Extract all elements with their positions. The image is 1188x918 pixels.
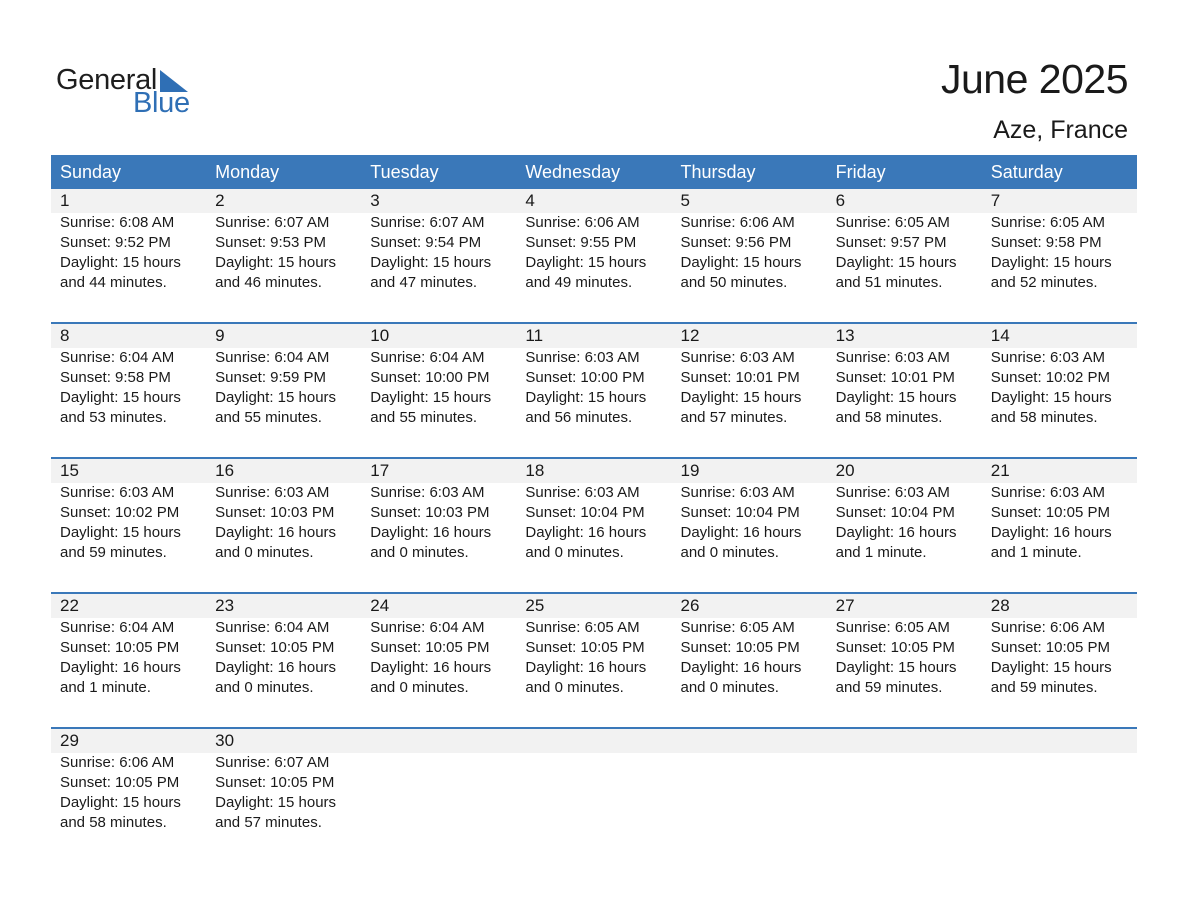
- sunset-text: Sunset: 9:58 PM: [990, 234, 1102, 251]
- daylight-minutes-text: and 0 minutes.: [370, 679, 469, 696]
- day-cell: [672, 594, 827, 698]
- week-cells: [51, 459, 1137, 563]
- sunrise-text: Sunrise: 6:04 AM: [370, 619, 485, 636]
- daylight-minutes-text: and 0 minutes.: [525, 544, 624, 561]
- sunrise-text: Sunrise: 6:03 AM: [525, 349, 640, 366]
- daylight-minutes-text: and 58 minutes.: [835, 409, 943, 426]
- logo: [56, 62, 206, 122]
- week-row: [51, 322, 1137, 457]
- week-cells: [51, 729, 1137, 833]
- day-cell: [827, 324, 982, 428]
- day-cell: [51, 324, 206, 428]
- day-number: 14: [990, 326, 1010, 345]
- weekday-header: Friday: [835, 162, 886, 182]
- sunrise-text: Sunrise: 6:03 AM: [525, 484, 640, 501]
- daylight-text: Daylight: 15 hours: [525, 254, 647, 271]
- daylight-text: Daylight: 15 hours: [215, 254, 337, 271]
- daylight-text: Daylight: 15 hours: [215, 389, 337, 406]
- logo-word-blue: Blue: [133, 87, 190, 119]
- day-number: 22: [60, 596, 79, 615]
- daylight-text: Daylight: 15 hours: [835, 389, 957, 406]
- sunrise-text: Sunrise: 6:03 AM: [680, 349, 795, 366]
- week-cells: [51, 324, 1137, 428]
- logo-word-general: General: [56, 64, 158, 96]
- daylight-text: Daylight: 15 hours: [370, 254, 492, 271]
- sunrise-text: Sunrise: 6:04 AM: [370, 349, 485, 366]
- daylight-minutes-text: and 59 minutes.: [990, 679, 1098, 696]
- daylight-minutes-text: and 53 minutes.: [60, 409, 167, 426]
- day-cell: [982, 459, 1137, 563]
- day-number: 5: [680, 191, 690, 210]
- daylight-text: Daylight: 15 hours: [990, 659, 1112, 676]
- daylight-text: Daylight: 16 hours: [370, 659, 492, 676]
- sunrise-text: Sunrise: 6:04 AM: [215, 349, 330, 366]
- sunrise-text: Sunrise: 6:07 AM: [215, 754, 330, 771]
- week-row: [51, 189, 1137, 322]
- daylight-minutes-text: and 55 minutes.: [215, 409, 322, 426]
- day-cell: [206, 459, 361, 563]
- sunrise-text: Sunrise: 6:05 AM: [835, 619, 950, 636]
- sunset-text: Sunset: 9:57 PM: [835, 234, 947, 251]
- week-cells: [51, 594, 1137, 698]
- day-cell: [516, 594, 671, 698]
- day-number: 23: [215, 596, 235, 615]
- sunset-text: Sunset: 10:05 PM: [525, 639, 645, 656]
- week-cells: [51, 189, 1137, 293]
- daylight-minutes-text: and 58 minutes.: [60, 814, 167, 831]
- sunset-text: Sunset: 10:00 PM: [370, 369, 490, 386]
- daylight-minutes-text: and 1 minute.: [60, 679, 151, 696]
- empty-day-cell: [982, 729, 1137, 833]
- day-number: 4: [525, 191, 535, 210]
- sunset-text: Sunset: 10:05 PM: [835, 639, 955, 656]
- sunset-text: Sunset: 10:05 PM: [370, 639, 490, 656]
- day-number: 9: [215, 326, 225, 345]
- day-number: 10: [370, 326, 390, 345]
- day-number: 7: [990, 191, 1001, 210]
- daylight-minutes-text: and 57 minutes.: [215, 814, 322, 831]
- sunrise-text: Sunrise: 6:04 AM: [215, 619, 330, 636]
- day-cell: [51, 729, 206, 833]
- daylight-minutes-text: and 0 minutes.: [680, 544, 779, 561]
- daylight-text: Daylight: 15 hours: [990, 254, 1112, 271]
- sunrise-text: Sunrise: 6:03 AM: [680, 484, 795, 501]
- day-cell: [516, 324, 671, 428]
- sunrise-text: Sunrise: 6:05 AM: [680, 619, 795, 636]
- day-cell: [516, 189, 671, 293]
- daylight-text: Daylight: 16 hours: [525, 524, 647, 541]
- day-number: 20: [835, 461, 855, 480]
- sunset-text: Sunset: 10:05 PM: [215, 774, 335, 791]
- daylight-text: Daylight: 16 hours: [60, 659, 181, 676]
- daylight-text: Daylight: 15 hours: [370, 389, 492, 406]
- sunrise-text: Sunrise: 6:03 AM: [835, 484, 950, 501]
- weeks-container: [51, 189, 1137, 862]
- page-title: June 2025: [940, 56, 1128, 102]
- sunset-text: Sunset: 10:05 PM: [215, 639, 335, 656]
- sunset-text: Sunset: 10:05 PM: [990, 639, 1110, 656]
- day-number: 13: [835, 326, 855, 345]
- daylight-text: Daylight: 16 hours: [215, 659, 337, 676]
- day-cell: [51, 189, 206, 293]
- day-cell: [206, 729, 361, 833]
- day-number: 15: [60, 461, 79, 480]
- day-cell: [51, 459, 206, 563]
- sunrise-text: Sunrise: 6:06 AM: [60, 754, 175, 771]
- daylight-text: Daylight: 16 hours: [990, 524, 1112, 541]
- sunset-text: Sunset: 10:01 PM: [680, 369, 800, 386]
- calendar-grid: [51, 155, 1137, 862]
- day-number: 3: [370, 191, 380, 210]
- location-subtitle: Aze, France: [993, 116, 1128, 144]
- daylight-minutes-text: and 58 minutes.: [990, 409, 1098, 426]
- day-number: 12: [680, 326, 700, 345]
- empty-day-cell: [516, 729, 671, 833]
- daylight-text: Daylight: 16 hours: [370, 524, 492, 541]
- sunset-text: Sunset: 10:04 PM: [680, 504, 800, 521]
- day-number: 16: [215, 461, 235, 480]
- sunset-text: Sunset: 10:04 PM: [835, 504, 955, 521]
- day-cell: [206, 189, 361, 293]
- daylight-text: Daylight: 16 hours: [525, 659, 647, 676]
- sunset-text: Sunset: 10:03 PM: [215, 504, 335, 521]
- daylight-minutes-text: and 57 minutes.: [680, 409, 788, 426]
- sunrise-text: Sunrise: 6:07 AM: [215, 214, 330, 231]
- weekday-header-row: [51, 155, 1137, 189]
- daylight-minutes-text: and 50 minutes.: [680, 274, 788, 291]
- day-cell: [672, 189, 827, 293]
- daylight-minutes-text: and 52 minutes.: [990, 274, 1098, 291]
- day-cell: [982, 324, 1137, 428]
- day-number: 11: [525, 326, 544, 345]
- day-number: 28: [990, 596, 1010, 615]
- daylight-text: Daylight: 15 hours: [680, 254, 802, 271]
- day-number: 2: [215, 191, 225, 210]
- sunset-text: Sunset: 10:05 PM: [680, 639, 800, 656]
- day-cell: [51, 594, 206, 698]
- sunrise-text: Sunrise: 6:03 AM: [215, 484, 330, 501]
- sunset-text: Sunset: 10:05 PM: [60, 774, 180, 791]
- day-number: 26: [680, 596, 700, 615]
- weekday-header: Sunday: [60, 162, 122, 182]
- sunset-text: Sunset: 9:52 PM: [60, 234, 171, 251]
- day-cell: [982, 189, 1137, 293]
- day-cell: [516, 459, 671, 563]
- sunset-text: Sunset: 10:03 PM: [370, 504, 490, 521]
- day-cell: [982, 594, 1137, 698]
- daylight-text: Daylight: 15 hours: [60, 254, 181, 271]
- daylight-text: Daylight: 15 hours: [525, 389, 647, 406]
- daylight-minutes-text: and 44 minutes.: [60, 274, 167, 291]
- daylight-minutes-text: and 0 minutes.: [680, 679, 779, 696]
- day-cell: [361, 324, 516, 428]
- daylight-text: Daylight: 15 hours: [60, 524, 181, 541]
- sunrise-text: Sunrise: 6:03 AM: [990, 484, 1105, 501]
- day-number: 27: [835, 596, 855, 615]
- sunset-text: Sunset: 9:56 PM: [680, 234, 792, 251]
- week-row: [51, 457, 1137, 592]
- day-cell: [206, 594, 361, 698]
- day-cell: [827, 594, 982, 698]
- weekday-header: Thursday: [680, 162, 756, 182]
- daylight-text: Daylight: 16 hours: [680, 659, 802, 676]
- empty-day-cell: [672, 729, 827, 833]
- daylight-minutes-text: and 46 minutes.: [215, 274, 322, 291]
- sunrise-text: Sunrise: 6:06 AM: [525, 214, 640, 231]
- day-cell: [206, 324, 361, 428]
- sunrise-text: Sunrise: 6:08 AM: [60, 214, 175, 231]
- sunset-text: Sunset: 9:58 PM: [60, 369, 171, 386]
- day-number: 25: [525, 596, 545, 615]
- day-cell: [361, 594, 516, 698]
- daylight-minutes-text: and 49 minutes.: [525, 274, 633, 291]
- day-number: 18: [525, 461, 545, 480]
- sunrise-text: Sunrise: 6:05 AM: [990, 214, 1105, 231]
- daylight-text: Daylight: 15 hours: [835, 659, 957, 676]
- weekday-header: Wednesday: [525, 162, 621, 182]
- sunrise-text: Sunrise: 6:05 AM: [835, 214, 950, 231]
- sunset-text: Sunset: 9:55 PM: [525, 234, 637, 251]
- daylight-minutes-text: and 55 minutes.: [370, 409, 477, 426]
- day-number: 17: [370, 461, 390, 480]
- day-number: 19: [680, 461, 700, 480]
- daylight-minutes-text: and 47 minutes.: [370, 274, 477, 291]
- daylight-minutes-text: and 59 minutes.: [60, 544, 167, 561]
- sunset-text: Sunset: 10:02 PM: [990, 369, 1110, 386]
- sunrise-text: Sunrise: 6:06 AM: [680, 214, 795, 231]
- sunset-text: Sunset: 10:05 PM: [990, 504, 1110, 521]
- weekday-header: Tuesday: [370, 162, 439, 182]
- day-cell: [827, 459, 982, 563]
- daylight-text: Daylight: 15 hours: [60, 389, 181, 406]
- daylight-text: Daylight: 15 hours: [990, 389, 1112, 406]
- week-row: [51, 727, 1137, 862]
- weekday-header: Saturday: [990, 162, 1063, 182]
- day-number: 6: [835, 191, 846, 210]
- daylight-text: Daylight: 15 hours: [60, 794, 181, 811]
- daylight-minutes-text: and 0 minutes.: [370, 544, 469, 561]
- sunset-text: Sunset: 10:01 PM: [835, 369, 955, 386]
- sunset-text: Sunset: 9:59 PM: [215, 369, 327, 386]
- daylight-minutes-text: and 56 minutes.: [525, 409, 633, 426]
- sunrise-text: Sunrise: 6:03 AM: [990, 349, 1105, 366]
- sunset-text: Sunset: 10:02 PM: [60, 504, 180, 521]
- day-number: 30: [215, 731, 235, 750]
- day-number: 1: [60, 191, 70, 210]
- day-number: 8: [60, 326, 70, 345]
- day-number: 24: [370, 596, 390, 615]
- sunrise-text: Sunrise: 6:03 AM: [835, 349, 950, 366]
- sunrise-text: Sunrise: 6:07 AM: [370, 214, 485, 231]
- day-number: 21: [990, 461, 1010, 480]
- day-cell: [672, 324, 827, 428]
- week-row: [51, 592, 1137, 727]
- daylight-text: Daylight: 16 hours: [835, 524, 957, 541]
- daylight-minutes-text: and 1 minute.: [835, 544, 927, 561]
- sunset-text: Sunset: 9:53 PM: [215, 234, 327, 251]
- daylight-text: Daylight: 15 hours: [680, 389, 802, 406]
- daylight-text: Daylight: 16 hours: [680, 524, 802, 541]
- daylight-text: Daylight: 15 hours: [835, 254, 957, 271]
- daylight-minutes-text: and 0 minutes.: [525, 679, 624, 696]
- sunset-text: Sunset: 10:00 PM: [525, 369, 645, 386]
- daylight-minutes-text: and 1 minute.: [990, 544, 1082, 561]
- day-cell: [672, 459, 827, 563]
- sunrise-text: Sunrise: 6:06 AM: [990, 619, 1105, 636]
- weekday-header: Monday: [215, 162, 280, 182]
- daylight-minutes-text: and 51 minutes.: [835, 274, 943, 291]
- empty-day-cell: [361, 729, 516, 833]
- sunset-text: Sunset: 10:05 PM: [60, 639, 180, 656]
- sunset-text: Sunset: 9:54 PM: [370, 234, 482, 251]
- sunrise-text: Sunrise: 6:03 AM: [370, 484, 485, 501]
- daylight-text: Daylight: 16 hours: [215, 524, 337, 541]
- sunrise-text: Sunrise: 6:04 AM: [60, 619, 175, 636]
- sunrise-text: Sunrise: 6:03 AM: [60, 484, 175, 501]
- day-cell: [361, 189, 516, 293]
- empty-day-cell: [827, 729, 982, 833]
- day-number: 29: [60, 731, 79, 750]
- daylight-minutes-text: and 59 minutes.: [835, 679, 943, 696]
- sunset-text: Sunset: 10:04 PM: [525, 504, 645, 521]
- daylight-minutes-text: and 0 minutes.: [215, 679, 314, 696]
- daylight-minutes-text: and 0 minutes.: [215, 544, 314, 561]
- day-cell: [361, 459, 516, 563]
- daylight-text: Daylight: 15 hours: [215, 794, 337, 811]
- day-cell: [827, 189, 982, 293]
- sunrise-text: Sunrise: 6:04 AM: [60, 349, 175, 366]
- sunrise-text: Sunrise: 6:05 AM: [525, 619, 640, 636]
